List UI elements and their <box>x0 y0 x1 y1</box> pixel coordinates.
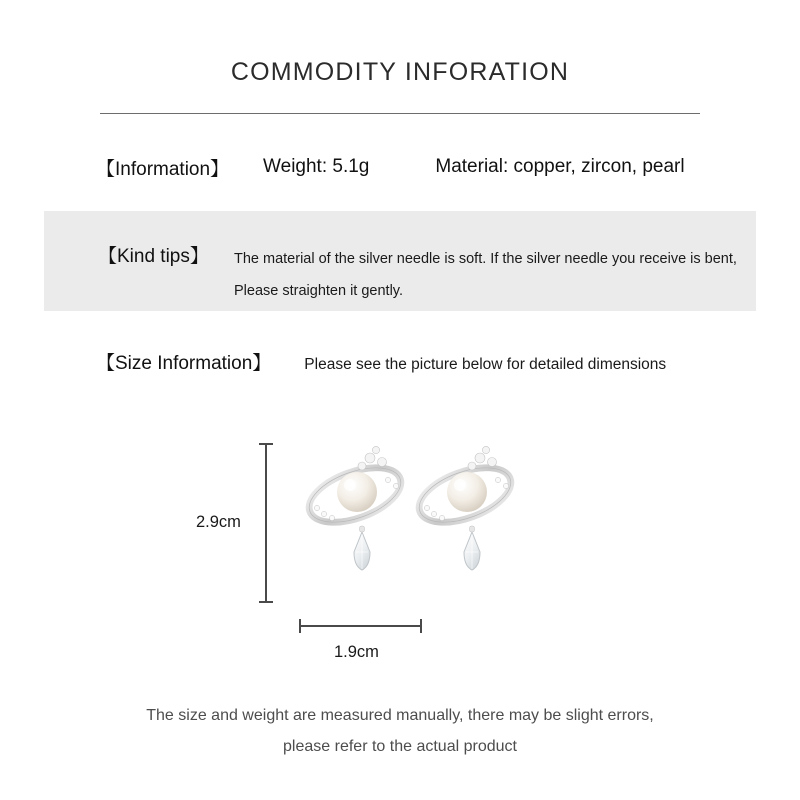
information-label: 【Information】 <box>96 158 230 180</box>
width-measure-cap-right <box>420 619 422 633</box>
size-diagram <box>0 425 800 675</box>
footer-line-2: please refer to the actual product <box>283 738 517 755</box>
size-information-row <box>96 348 666 375</box>
title-divider <box>100 113 700 114</box>
kind-tips-band <box>44 211 756 311</box>
width-dimension-label: 1.9cm <box>334 643 379 661</box>
material-value: Material: copper, zircon, pearl <box>435 156 685 177</box>
page-title: COMMODITY INFORATION <box>230 58 570 86</box>
height-measure-line <box>265 443 267 603</box>
footer-line-1: The size and weight are measured manually, there may be slight errors, <box>146 707 654 724</box>
width-measure-line <box>299 625 422 627</box>
width-measure-cap-left <box>299 619 301 633</box>
height-measure-cap-bottom <box>259 601 273 603</box>
height-measure-cap-top <box>259 443 273 445</box>
weight-value: Weight: 5.1g <box>263 156 370 177</box>
footer-disclaimer <box>0 700 800 762</box>
information-row <box>0 146 800 188</box>
product-image <box>292 440 532 610</box>
kind-tips-label: 【Kind tips】 <box>98 246 209 267</box>
size-information-label: 【Size Information】 <box>96 353 272 374</box>
height-dimension-label: 2.9cm <box>196 513 241 531</box>
kind-tips-text: The material of the silver needle is soft. If the silver needle you receive is bent, Please straighten it gently. <box>234 251 737 299</box>
size-information-note: Please see the picture below for detailed dimensions <box>304 356 667 373</box>
